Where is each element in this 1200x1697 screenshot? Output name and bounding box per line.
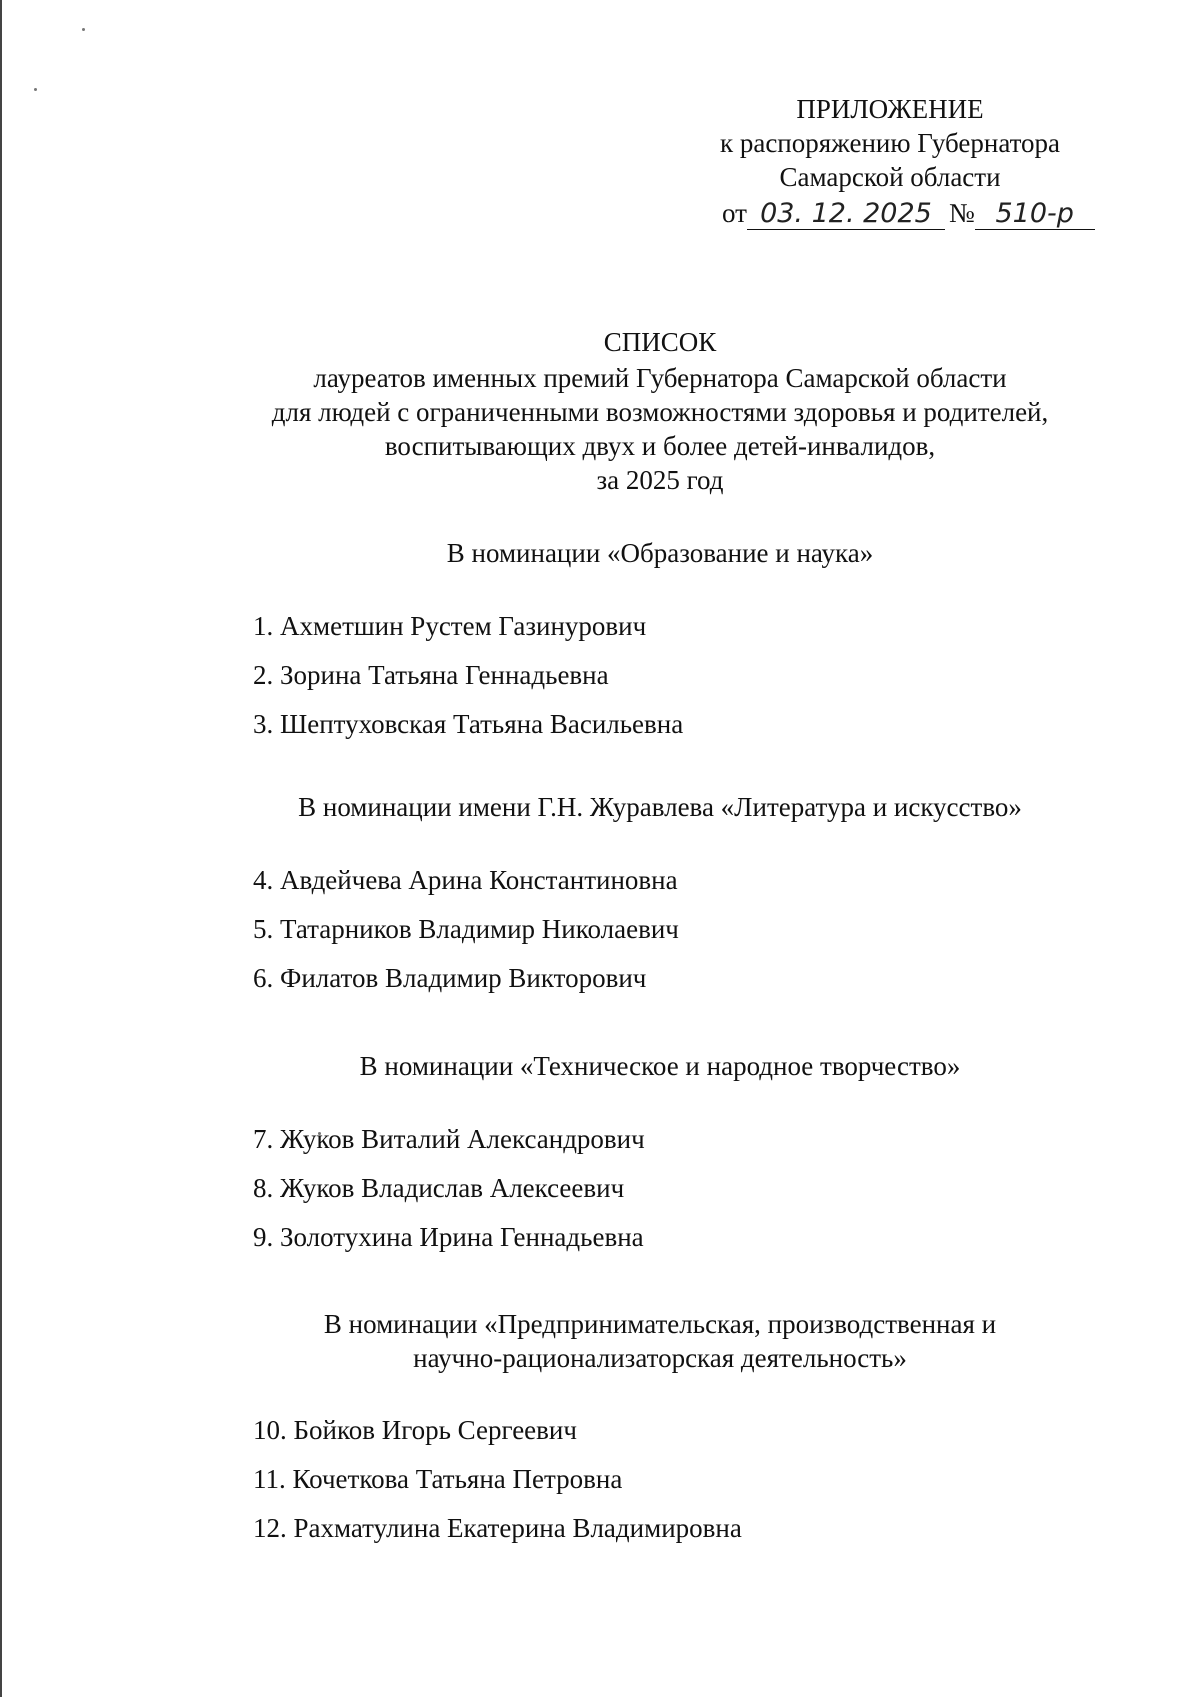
list-subtitle-line: за 2025 год bbox=[596, 465, 724, 495]
scan-edge-line bbox=[0, 0, 2, 1697]
laureate-item: 3. Шептуховская Татьяна Васильевна bbox=[253, 709, 684, 739]
laureate-item: 6. Филатов Владимир Викторович bbox=[253, 963, 647, 993]
appendix-line-3: Самарской области bbox=[779, 162, 1001, 192]
nomination-line: В номинации имени Г.Н. Журавлева «Литература и искусство» bbox=[298, 792, 1022, 822]
order-date-handwritten: 03. 12. 2025 bbox=[747, 198, 945, 230]
order-number-handwritten: 510-р bbox=[975, 198, 1095, 230]
nomination-heading bbox=[200, 1307, 1120, 1375]
nomination-line: В номинации «Предпринимательская, производственная и bbox=[323, 1309, 997, 1339]
list-heading bbox=[200, 325, 1120, 497]
list-subtitle-line: воспитывающих двух и более детей-инвалидов, bbox=[384, 431, 936, 461]
list-subtitle-line: лауреатов именных премий Губернатора Самарской области bbox=[313, 363, 1007, 393]
laureate-item: 8. Жуков Владислав Алексеевич bbox=[253, 1173, 625, 1203]
scan-speck bbox=[34, 88, 37, 91]
number-label: № bbox=[948, 198, 975, 228]
appendix-header bbox=[640, 92, 1140, 194]
list-title: СПИСОК bbox=[603, 327, 717, 357]
nomination-line: В номинации «Образование и наука» bbox=[446, 538, 874, 568]
nomination-heading bbox=[200, 1049, 1120, 1083]
laureate-item: 4. Авдейчева Арина Константиновна bbox=[253, 865, 678, 895]
laureate-item: 11. Кочеткова Татьяна Петровна bbox=[253, 1464, 623, 1494]
date-prefix: от bbox=[722, 198, 747, 228]
order-date-number-line bbox=[722, 198, 1095, 230]
laureate-item: 10. Бойков Игорь Сергеевич bbox=[253, 1415, 577, 1445]
nomination-heading bbox=[200, 790, 1120, 824]
laureate-item: 2. Зорина Татьяна Геннадьевна bbox=[253, 660, 609, 690]
laureate-item: 7. Жуков Виталий Александрович bbox=[253, 1124, 645, 1154]
laureate-item: 1. Ахметшин Рустем Газинурович bbox=[253, 611, 647, 641]
appendix-title: ПРИЛОЖЕНИЕ bbox=[796, 94, 984, 124]
list-subtitle-line: для людей с ограниченными возможностями здоровья и родителей, bbox=[271, 397, 1049, 427]
nomination-line: В номинации «Техническое и народное творчество» bbox=[359, 1051, 961, 1081]
nomination-heading bbox=[200, 536, 1120, 570]
nomination-line: научно-рационализаторская деятельность» bbox=[413, 1343, 907, 1373]
laureate-item: 5. Татарников Владимир Николаевич bbox=[253, 914, 679, 944]
appendix-line-2: к распоряжению Губернатора bbox=[719, 128, 1061, 158]
scan-speck bbox=[82, 28, 85, 31]
laureate-item: 12. Рахматулина Екатерина Владимировна bbox=[253, 1513, 742, 1543]
laureate-item: 9. Золотухина Ирина Геннадьевна bbox=[253, 1222, 644, 1252]
